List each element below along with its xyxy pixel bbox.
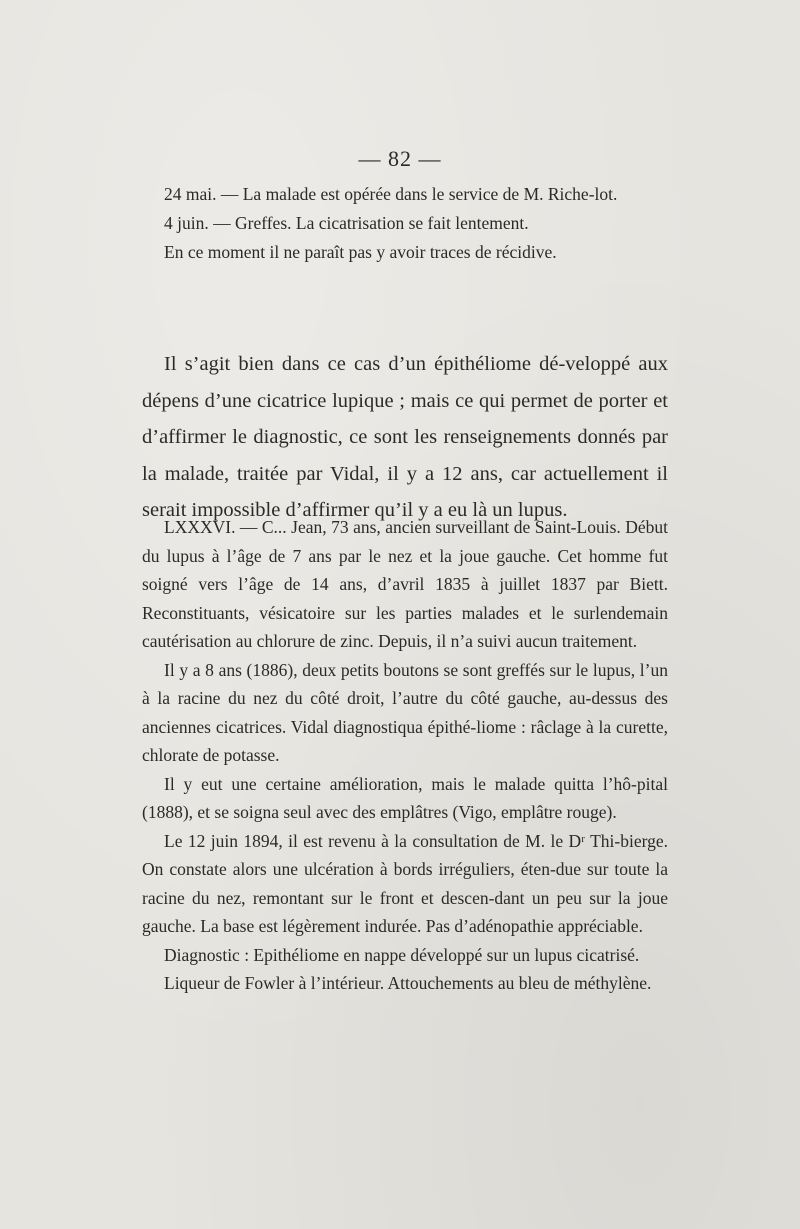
case-paragraph: Il y eut une certaine amélioration, mais le malade quitta l’hô-pital (1888), et se soigna seul avec des emplâtres (Vigo, emplâtre rouge).	[142, 773, 668, 822]
case-paragraph: Diagnostic : Epithéliome en nappe développé sur un lupus cicatrisé.	[164, 944, 640, 965]
case-paragraph: Liqueur de Fowler à l’intérieur. Attouchements au bleu de méthylène.	[164, 973, 652, 993]
case-observation	[142, 513, 668, 998]
case-paragraph: Le 12 juin 1894, il est revenu à la consultation de M. le Dʳ Thi-bierge. On constate alors une ulcération à bords irréguliers, éten-due sur toute la racine du nez, remontant sur le front et descen-dant un peu sur la joue gauche. La base est légèrement indurée. Pas d’adénopathie appréciable.	[142, 830, 668, 936]
discussion-paragraph: Il s’agit bien dans ce cas d’un épithéliome dé-veloppé aux dépens d’une cicatrice lupique ; mais ce qui permet de porter et d’affirmer le diagnostic, ce sont les renseignements donnés par la malade, traitée par Vidal, il y a 12 ans, car actuellement il serait impossible d’affirmer qu’il y a eu là un lupus.	[142, 353, 668, 521]
discussion-paragraph-block	[142, 346, 668, 529]
case-paragraph: Il y a 8 ans (1886), deux petits boutons se sont greffés sur le lupus, l’un à la racine du nez du côté droit, l’autre du côté gauche, au-dessus des anciennes cicatrices. Vidal diagnostiqua épithé-liome : râclage à la curette, chlorate de potasse.	[142, 659, 668, 765]
intro-line: 24 mai. — La malade est opérée dans le service de M. Riche-lot.	[164, 184, 618, 204]
intro-notes	[142, 180, 668, 267]
intro-line: En ce moment il ne paraît pas y avoir traces de récidive.	[164, 242, 557, 262]
page-number: — 82 —	[358, 146, 442, 171]
case-paragraph: LXXXVI. — C... Jean, 73 ans, ancien surveillant de Saint-Louis. Début du lupus à l’âge de 7 ans par le nez et la joue gauche. Cet homme fut soigné vers l’âge de 14 ans, d’avril 1835 à juillet 1837 par Biett. Reconstituants, vésicatoire sur les parties malades et le surlendemain cautérisation au chlorure de zinc. Depuis, il n’a suivi aucun traitement.	[142, 517, 668, 651]
intro-line: 4 juin. — Greffes. La cicatrisation se fait lentement.	[164, 213, 529, 233]
